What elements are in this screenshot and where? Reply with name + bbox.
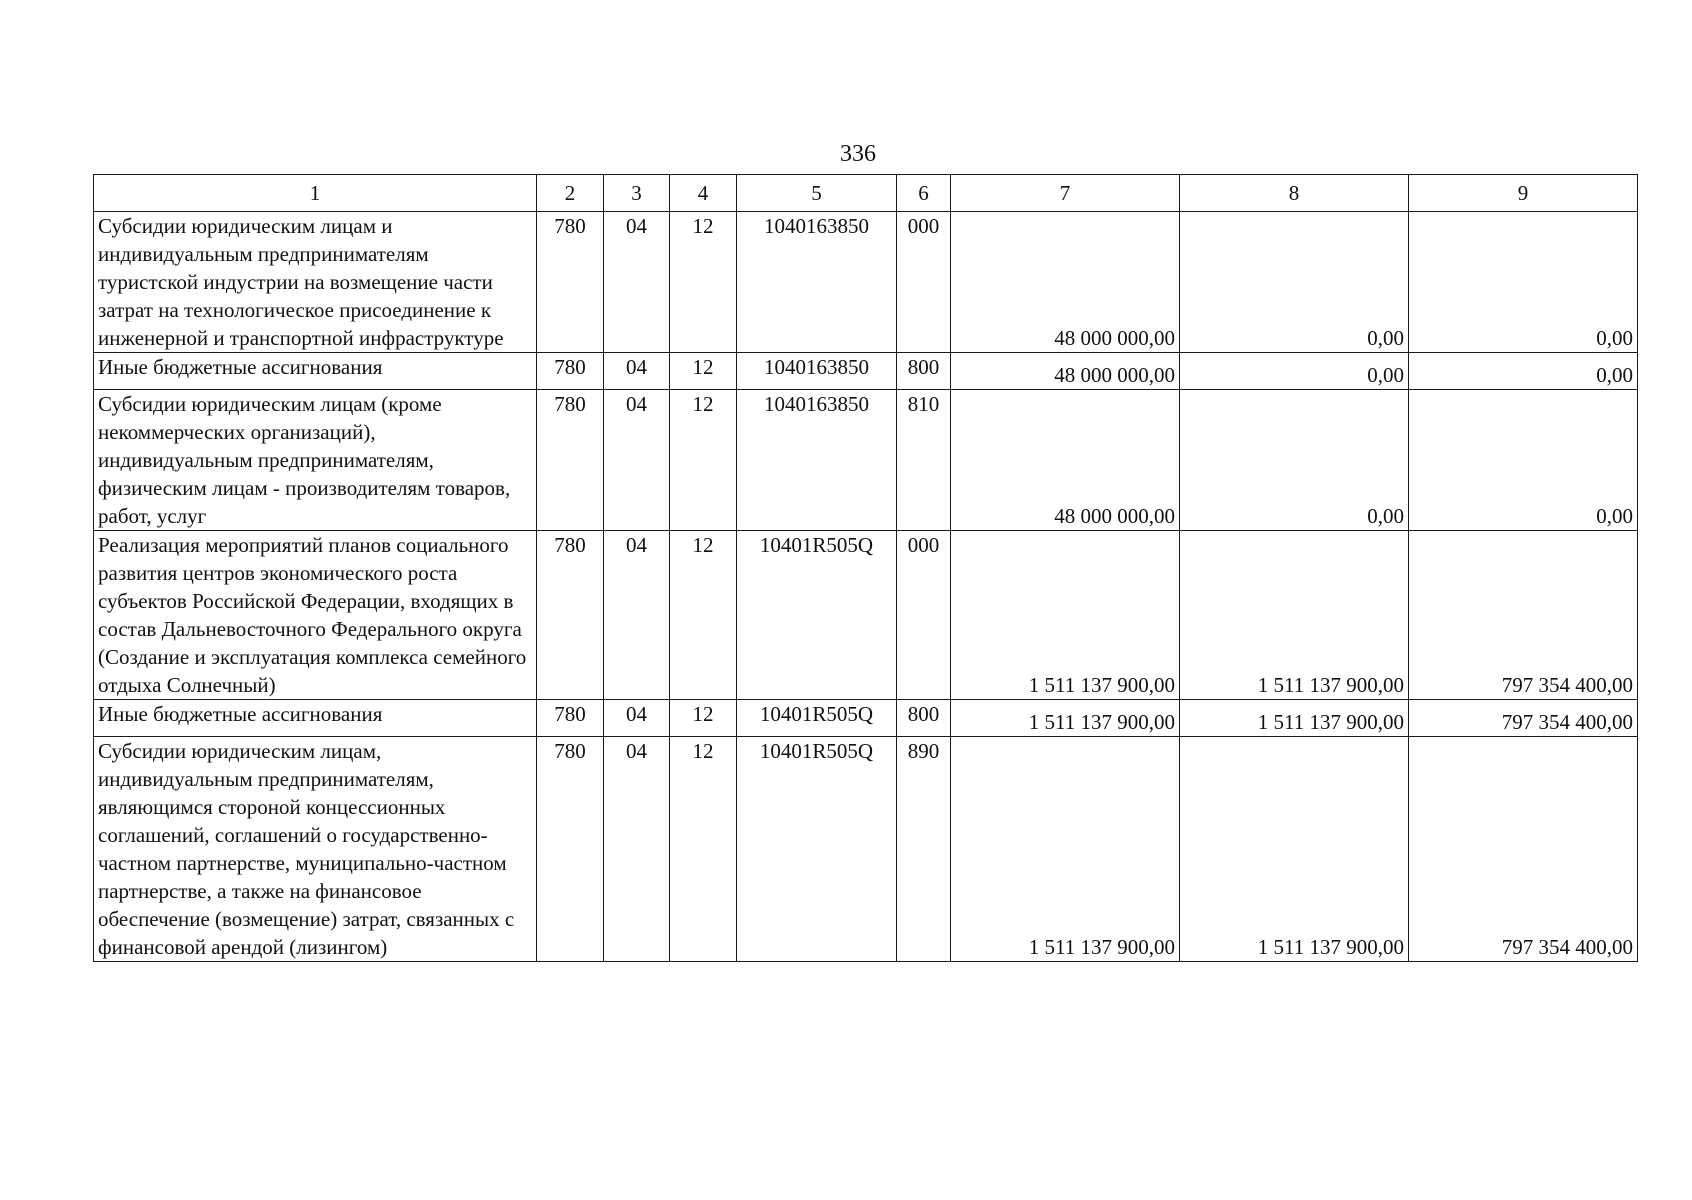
row-code-5: 1040163850 [737,212,897,353]
row-amount-7: 1 511 137 900,00 [951,700,1180,737]
row-code-6: 890 [897,737,951,962]
row-code-2: 780 [537,353,604,390]
row-name: Иные бюджетные ассигнования [94,353,537,390]
row-name: Субсидии юридическим лицам (кроме некоммерческих организаций), индивидуальным предпринимателям, физическим лицам - производителям товаров, работ, услуг [94,390,537,531]
column-header-2: 2 [537,175,604,212]
row-name: Реализация мероприятий планов социального развития центров экономического роста субъектов Российской Федерации, входящих в состав Дальневосточного Федерального округа (Создание и эксплуатация комплекса семейного отдыха Солнечный) [94,531,537,700]
row-amount-8: 1 511 137 900,00 [1180,737,1409,962]
row-amount-8: 0,00 [1180,353,1409,390]
row-code-2: 780 [537,700,604,737]
row-code-4: 12 [670,353,737,390]
row-code-2: 780 [537,390,604,531]
row-code-6: 000 [897,212,951,353]
row-amount-9: 0,00 [1409,212,1638,353]
column-header-8: 8 [1180,175,1409,212]
column-header-9: 9 [1409,175,1638,212]
table-row [94,737,1638,962]
row-code-2: 780 [537,531,604,700]
row-amount-8: 0,00 [1180,390,1409,531]
row-code-6: 800 [897,353,951,390]
row-code-4: 12 [670,531,737,700]
row-amount-8: 0,00 [1180,212,1409,353]
row-code-3: 04 [604,531,670,700]
table-row [94,700,1638,737]
row-code-5: 10401R505Q [737,700,897,737]
row-amount-9: 797 354 400,00 [1409,531,1638,700]
row-code-5: 1040163850 [737,353,897,390]
column-header-1: 1 [94,175,537,212]
table-row [94,353,1638,390]
table-row [94,531,1638,700]
row-code-4: 12 [670,737,737,962]
row-amount-8: 1 511 137 900,00 [1180,700,1409,737]
header-row [94,175,1638,212]
row-code-3: 04 [604,390,670,531]
row-code-5: 10401R505Q [737,531,897,700]
column-header-4: 4 [670,175,737,212]
column-header-7: 7 [951,175,1180,212]
row-name: Иные бюджетные ассигнования [94,700,537,737]
column-header-5: 5 [737,175,897,212]
row-amount-7: 48 000 000,00 [951,353,1180,390]
table-row [94,390,1638,531]
row-code-3: 04 [604,212,670,353]
row-code-4: 12 [670,390,737,531]
row-amount-9: 797 354 400,00 [1409,737,1638,962]
row-amount-7: 48 000 000,00 [951,390,1180,531]
column-header-6: 6 [897,175,951,212]
budget-table [93,174,1638,962]
row-amount-7: 1 511 137 900,00 [951,737,1180,962]
row-code-2: 780 [537,212,604,353]
row-code-5: 10401R505Q [737,737,897,962]
row-amount-9: 797 354 400,00 [1409,700,1638,737]
row-code-3: 04 [604,700,670,737]
row-code-5: 1040163850 [737,390,897,531]
row-code-6: 810 [897,390,951,531]
row-name: Субсидии юридическим лицам и индивидуальным предпринимателям туристской индустрии на возмещение части затрат на технологическое присоединение к инженерной и транспортной инфраструктуре [94,212,537,353]
row-code-6: 800 [897,700,951,737]
row-code-3: 04 [604,737,670,962]
table-row [94,212,1638,353]
row-amount-7: 48 000 000,00 [951,212,1180,353]
row-name: Субсидии юридическим лицам, индивидуальным предпринимателям, являющимся стороной концессионных соглашений, соглашений о государственно-частном партнерстве, муниципально-частном партнерстве, а также на финансовое обеспечение (возмещение) затрат, связанных с финансовой арендой (лизингом) [94,737,537,962]
row-code-3: 04 [604,353,670,390]
row-code-4: 12 [670,700,737,737]
column-header-3: 3 [604,175,670,212]
row-amount-9: 0,00 [1409,390,1638,531]
row-code-2: 780 [537,737,604,962]
row-code-4: 12 [670,212,737,353]
row-code-6: 000 [897,531,951,700]
row-amount-7: 1 511 137 900,00 [951,531,1180,700]
page-number: 336 [840,141,876,167]
row-amount-9: 0,00 [1409,353,1638,390]
row-amount-8: 1 511 137 900,00 [1180,531,1409,700]
